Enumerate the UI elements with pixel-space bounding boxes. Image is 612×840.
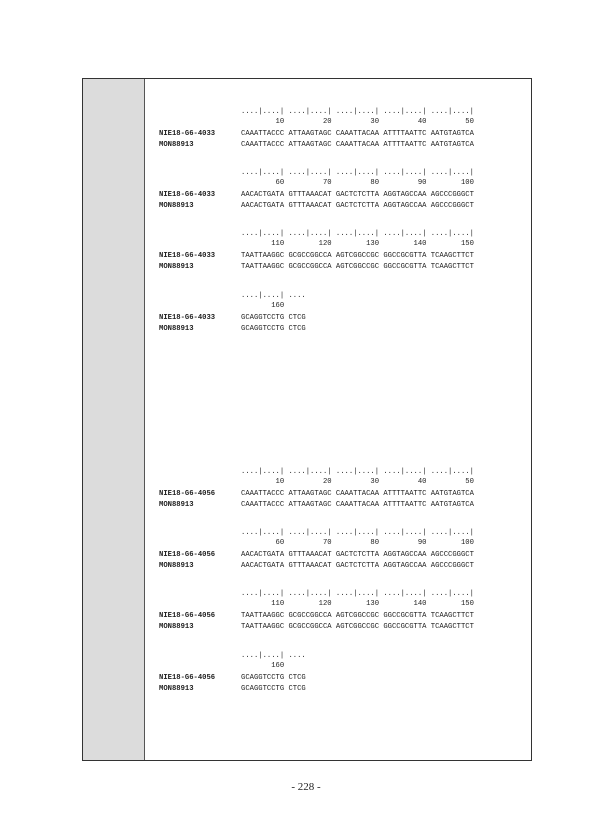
ruler-ticks: ....|....| ....|....| ....|....| ....|....| ....|....|	[241, 529, 474, 537]
sequence-row	[83, 324, 531, 334]
ruler-positions: 160	[241, 302, 285, 310]
sequence-row	[83, 622, 531, 632]
sequence-name: NIE18-G6-4056	[159, 612, 216, 620]
sequence-name: MON88913	[159, 562, 194, 570]
sequence-name: MON88913	[159, 141, 194, 149]
sequence-text: AACACTGATA GTTTAAACAT GACTCTCTTA AGGTAGCCAA AGCCCGGGCT	[241, 202, 474, 210]
sequence-row	[83, 140, 531, 150]
ruler-positions: 60 70 80 90 100	[241, 179, 474, 187]
sequence-row	[83, 129, 531, 139]
ruler-ticks: ....|....| ....	[241, 652, 306, 660]
ruler-ticks: ....|....| ....|....| ....|....| ....|....| ....|....|	[241, 169, 474, 177]
sequence-name: NIE18-G6-4033	[159, 252, 216, 260]
table-frame	[82, 78, 532, 761]
sequence-name: NIE18-G6-4033	[159, 130, 216, 138]
ruler-positions: 10 20 30 40 50	[241, 118, 474, 126]
sequence-text: CAAATTACCC ATTAAGTAGC CAAATTACAA ATTTTAATTC AATGTAGTCA	[241, 490, 474, 498]
sequence-name: NIE18-G6-4056	[159, 674, 216, 682]
sequence-name: MON88913	[159, 501, 194, 509]
ruler-ticks: ....|....| ....	[241, 292, 306, 300]
sequence-text: AACACTGATA GTTTAAACAT GACTCTCTTA AGGTAGCCAA AGCCCGGGCT	[241, 191, 474, 199]
sequence-text: GCAGGTCCTG CTCG	[241, 314, 306, 322]
ruler-positions: 60 70 80 90 100	[241, 539, 474, 547]
sequence-text: CAAATTACCC ATTAAGTAGC CAAATTACAA ATTTTAATTC AATGTAGTCA	[241, 130, 474, 138]
alignment-block	[83, 651, 531, 707]
alignment-block	[83, 589, 531, 645]
sequence-text: AACACTGATA GTTTAAACAT GACTCTCTTA AGGTAGCCAA AGCCCGGGCT	[241, 551, 474, 559]
sequence-text: AACACTGATA GTTTAAACAT GACTCTCTTA AGGTAGCCAA AGCCCGGGCT	[241, 562, 474, 570]
sequence-name: NIE18-G6-4056	[159, 490, 216, 498]
sequence-row	[83, 673, 531, 683]
sequence-name: MON88913	[159, 623, 194, 631]
ruler-positions: 110 120 130 140 150	[241, 600, 474, 608]
sequence-text: CAAATTACCC ATTAAGTAGC CAAATTACAA ATTTTAATTC AATGTAGTCA	[241, 141, 474, 149]
sequence-row	[83, 561, 531, 571]
sequence-row	[83, 550, 531, 560]
sequence-name: NIE18-G6-4033	[159, 314, 216, 322]
sequence-name: MON88913	[159, 685, 194, 693]
ruler-ticks: ....|....| ....|....| ....|....| ....|....| ....|....|	[241, 230, 474, 238]
sequence-row	[83, 684, 531, 694]
sequence-row	[83, 489, 531, 499]
sequence-row	[83, 201, 531, 211]
sequence-name: MON88913	[159, 202, 194, 210]
ruler-positions: 10 20 30 40 50	[241, 478, 474, 486]
sequence-row	[83, 262, 531, 272]
alignment-block	[83, 168, 531, 224]
sequence-row	[83, 190, 531, 200]
sequence-text: GCAGGTCCTG CTCG	[241, 674, 306, 682]
sequence-text: TAATTAAGGC GCGCCGGCCA AGTCGGCCGC GGCCGCGTTA TCAAGCTTCT	[241, 263, 474, 271]
sequence-name: MON88913	[159, 263, 194, 271]
ruler-positions: 160	[241, 662, 285, 670]
sequence-row	[83, 251, 531, 261]
sequence-text: CAAATTACCC ATTAAGTAGC CAAATTACAA ATTTTAATTC AATGTAGTCA	[241, 501, 474, 509]
sequence-name: MON88913	[159, 325, 194, 333]
sequence-row	[83, 611, 531, 621]
page-number: - 228 -	[291, 781, 321, 793]
sequence-name: NIE18-G6-4033	[159, 191, 216, 199]
ruler-ticks: ....|....| ....|....| ....|....| ....|....| ....|....|	[241, 108, 474, 116]
sequence-row	[83, 500, 531, 510]
sequence-text: GCAGGTCCTG CTCG	[241, 685, 306, 693]
alignment-block	[83, 467, 531, 523]
sequence-text: GCAGGTCCTG CTCG	[241, 325, 306, 333]
ruler-ticks: ....|....| ....|....| ....|....| ....|....| ....|....|	[241, 590, 474, 598]
sequence-name: NIE18-G6-4056	[159, 551, 216, 559]
sequence-text: TAATTAAGGC GCGCCGGCCA AGTCGGCCGC GGCCGCGTTA TCAAGCTTCT	[241, 252, 474, 260]
ruler-positions: 110 120 130 140 150	[241, 240, 474, 248]
sequence-text: TAATTAAGGC GCGCCGGCCA AGTCGGCCGC GGCCGCGTTA TCAAGCTTCT	[241, 612, 474, 620]
ruler-ticks: ....|....| ....|....| ....|....| ....|....| ....|....|	[241, 468, 474, 476]
alignment-block	[83, 107, 531, 163]
sequence-row	[83, 313, 531, 323]
alignment-block	[83, 291, 531, 347]
alignment-block	[83, 229, 531, 285]
sequence-text: TAATTAAGGC GCGCCGGCCA AGTCGGCCGC GGCCGCGTTA TCAAGCTTCT	[241, 623, 474, 631]
alignment-block	[83, 528, 531, 584]
